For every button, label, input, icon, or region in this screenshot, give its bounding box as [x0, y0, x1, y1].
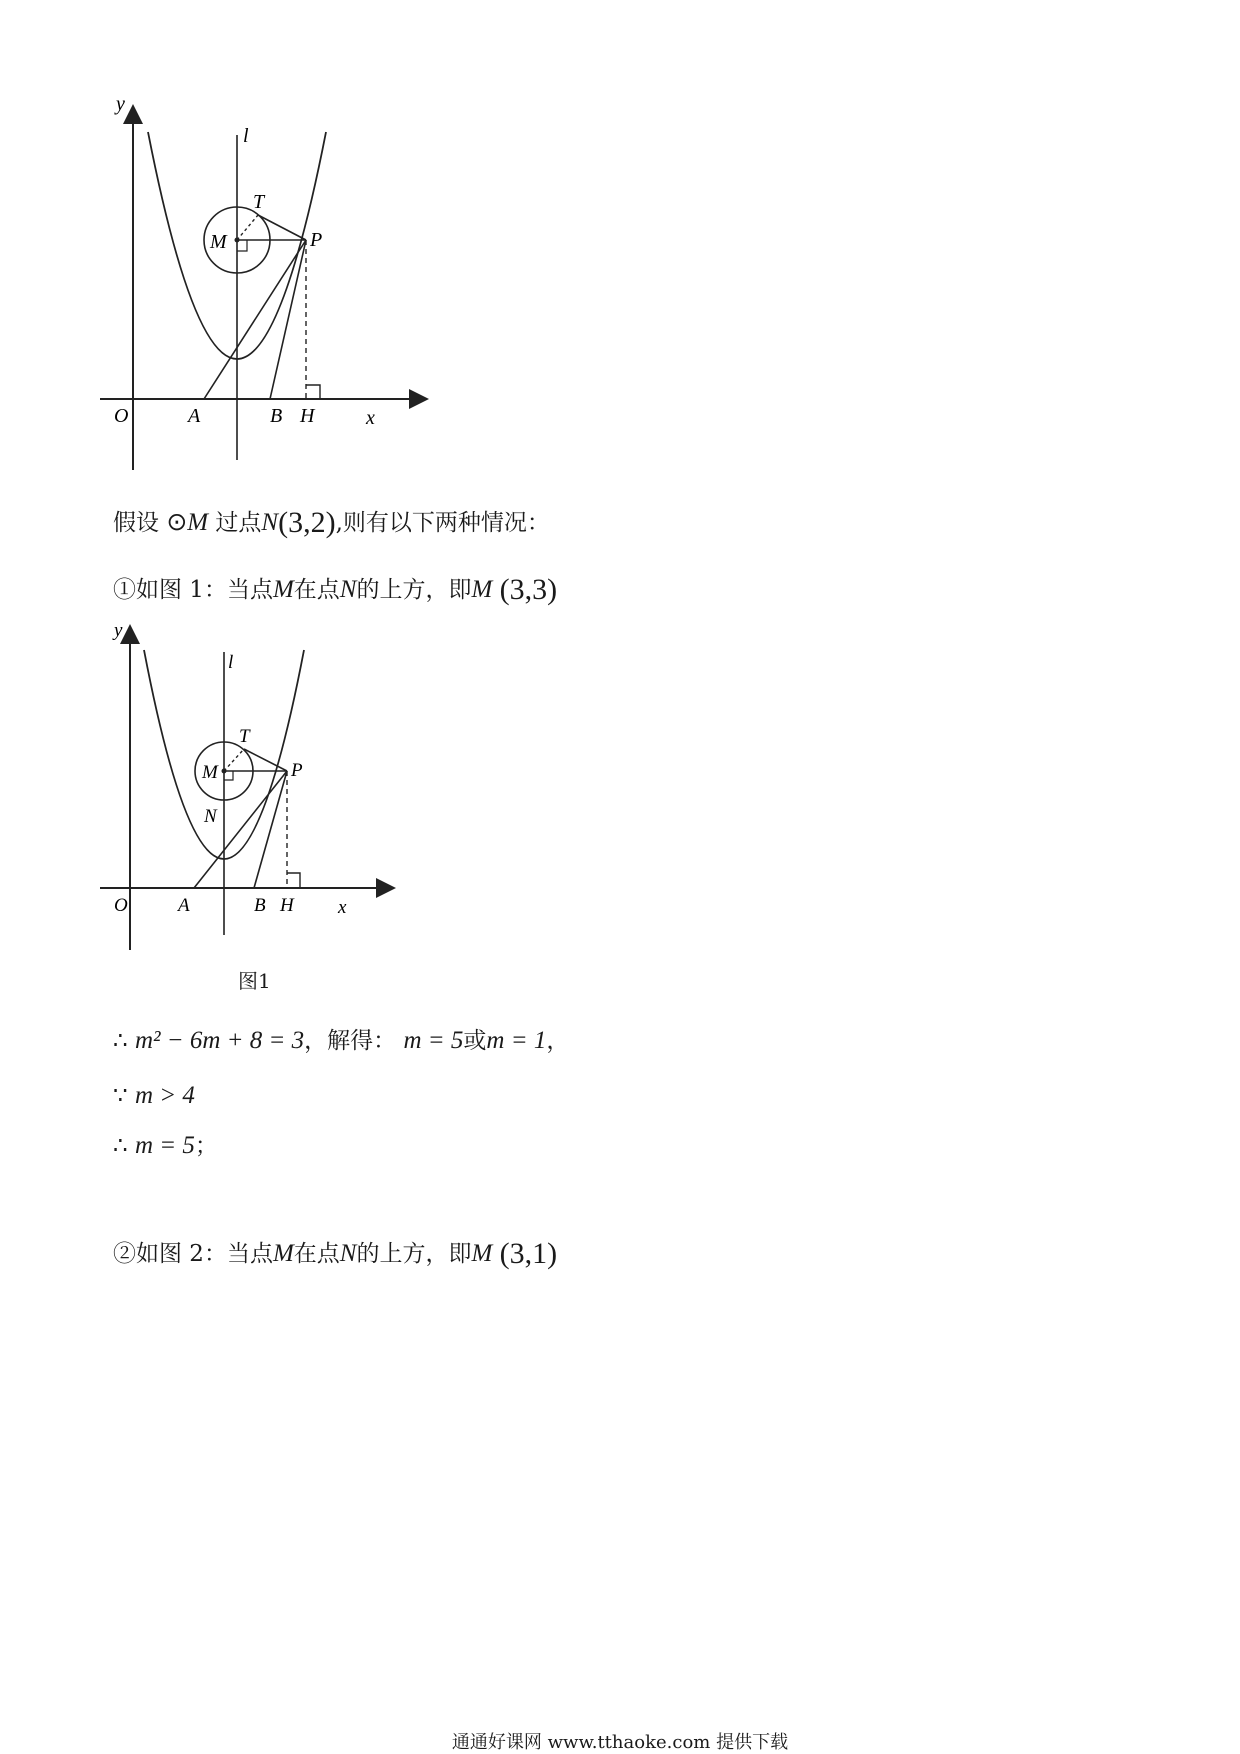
- text-segment: ①如图 1：当点: [113, 577, 273, 603]
- math-n: N: [339, 576, 357, 603]
- label-n: N: [204, 806, 217, 827]
- label-x: x: [366, 407, 375, 429]
- page-footer: 通通好课网 www.tthaoke.com 提供下载: [451, 1732, 789, 1753]
- label-h: H: [280, 895, 294, 916]
- text-line-case-1: [113, 572, 557, 606]
- text-segment: 假设: [113, 510, 159, 536]
- math-condition: m > 4: [134, 1082, 195, 1109]
- figure-1-diagram: [100, 620, 400, 950]
- text-segment: 的上方，即: [356, 577, 472, 603]
- text-segment: 在点: [293, 577, 340, 603]
- label-t: T: [253, 191, 265, 213]
- text-segment: 或: [463, 1028, 487, 1054]
- math-coord: (3,2): [278, 506, 336, 539]
- text-line-assumption: [113, 505, 550, 539]
- math-equation: m² − 6m + 8 = 3: [134, 1027, 305, 1054]
- text-segment: ；: [194, 1133, 218, 1159]
- math-coord: (3,3): [499, 573, 558, 606]
- text-segment: ,则有以下两种情况：: [335, 510, 550, 536]
- text-segment: ②如图 2：当点: [113, 1241, 273, 1267]
- label-x: x: [338, 897, 347, 918]
- figure-top-diagram: [100, 100, 430, 480]
- text-segment: 过点: [215, 510, 262, 536]
- label-a: A: [178, 895, 190, 916]
- label-t: T: [239, 726, 250, 747]
- label-m: M: [210, 231, 227, 253]
- label-b: B: [270, 405, 283, 427]
- text-line-equation: [113, 1025, 569, 1057]
- circle-symbol: ⊙: [166, 509, 188, 536]
- label-y: y: [114, 620, 123, 641]
- segment-tp: [258, 215, 306, 240]
- label-p: P: [310, 229, 323, 251]
- math-m: M: [187, 509, 209, 536]
- text-segment: 在点: [293, 1241, 340, 1267]
- math-result: m = 5: [134, 1132, 195, 1159]
- segment-ap: [194, 771, 287, 888]
- math-m: M: [471, 1240, 493, 1267]
- figure-1-caption: 图1: [238, 969, 271, 993]
- therefore-symbol: ∴: [113, 1028, 128, 1054]
- segment-ap: [204, 240, 306, 399]
- segment-bp: [270, 240, 306, 399]
- label-p: P: [291, 760, 303, 781]
- label-l: l: [243, 125, 249, 147]
- segment-mt: [224, 749, 244, 771]
- segment-mt: [237, 215, 258, 240]
- text-segment: ，: [546, 1028, 570, 1054]
- label-b: B: [254, 895, 266, 916]
- label-a: A: [188, 405, 201, 427]
- text-segment: ，解得：: [304, 1028, 397, 1054]
- math-n: N: [339, 1240, 357, 1267]
- math-m: M: [272, 1240, 294, 1267]
- math-m: M: [471, 576, 493, 603]
- because-symbol: ∵: [113, 1083, 128, 1109]
- label-m: M: [202, 762, 218, 783]
- label-o: O: [114, 895, 128, 916]
- right-angle-h: [306, 385, 320, 399]
- math-solution-2: m = 1: [486, 1027, 547, 1054]
- math-n: N: [261, 509, 279, 536]
- text-segment: 的上方，即: [356, 1241, 472, 1267]
- text-line-case-2: [113, 1236, 557, 1270]
- math-coord: (3,1): [499, 1237, 558, 1270]
- label-h: H: [300, 405, 315, 427]
- text-line-result: [113, 1130, 218, 1162]
- label-y: y: [116, 100, 125, 115]
- math-m: M: [272, 576, 294, 603]
- label-l: l: [228, 652, 234, 673]
- label-o: O: [114, 405, 129, 427]
- therefore-symbol: ∴: [113, 1133, 128, 1159]
- right-angle-h: [287, 873, 300, 888]
- math-solution-1: m = 5: [403, 1027, 464, 1054]
- text-line-condition: [113, 1080, 195, 1112]
